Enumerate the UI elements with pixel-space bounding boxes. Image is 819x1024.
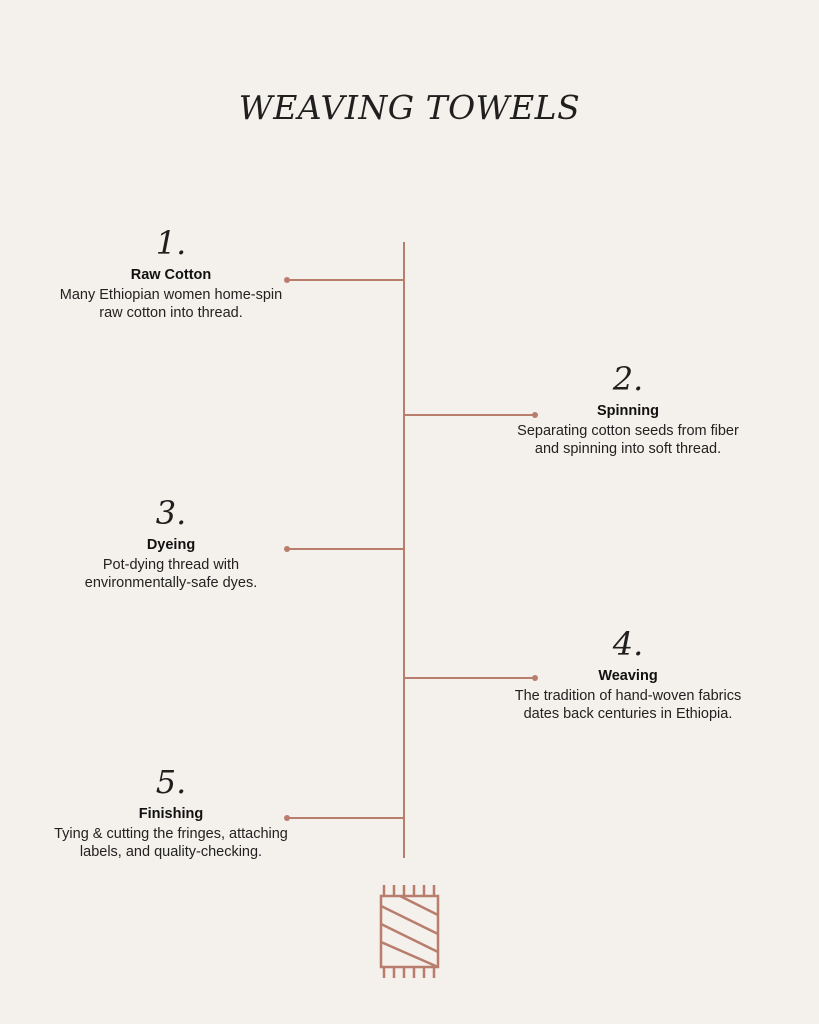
step-heading: Finishing	[138, 806, 204, 822]
page-title: WEAVING TOWELS	[238, 88, 581, 127]
step-description-line: environmentally-safe dyes.	[84, 575, 258, 591]
towel-icon	[378, 885, 442, 980]
timeline-spine	[403, 242, 405, 858]
step-description-line: The tradition of hand-woven fabrics	[514, 688, 742, 704]
step-number: 1.	[155, 224, 187, 262]
step-3	[36, 495, 306, 592]
step-description-line: dates back centuries in Ethiopia.	[523, 706, 733, 722]
step-description-line: labels, and quality-checking.	[79, 844, 263, 860]
step-1	[36, 225, 306, 322]
step-description-line: raw cotton into thread.	[99, 305, 243, 321]
step-number: 2.	[612, 360, 644, 398]
step-2	[483, 361, 773, 458]
step-number: 4.	[612, 625, 644, 663]
step-heading: Weaving	[598, 668, 658, 684]
step-heading: Raw Cotton	[130, 267, 212, 283]
step-4	[483, 626, 773, 723]
step-5	[26, 764, 316, 861]
step-description-line: Many Ethiopian women home-spin	[59, 287, 283, 303]
step-description-line: Tying & cutting the fringes, attaching	[54, 826, 288, 842]
step-description-line: and spinning into soft thread.	[534, 441, 722, 457]
step-heading: Spinning	[596, 403, 659, 419]
step-number: 3.	[155, 494, 187, 532]
step-description-line: Pot-dying thread with	[102, 557, 240, 573]
step-number: 5.	[155, 763, 187, 801]
step-description-line: Separating cotton seeds from fiber	[517, 423, 739, 439]
step-heading: Dyeing	[146, 537, 196, 553]
